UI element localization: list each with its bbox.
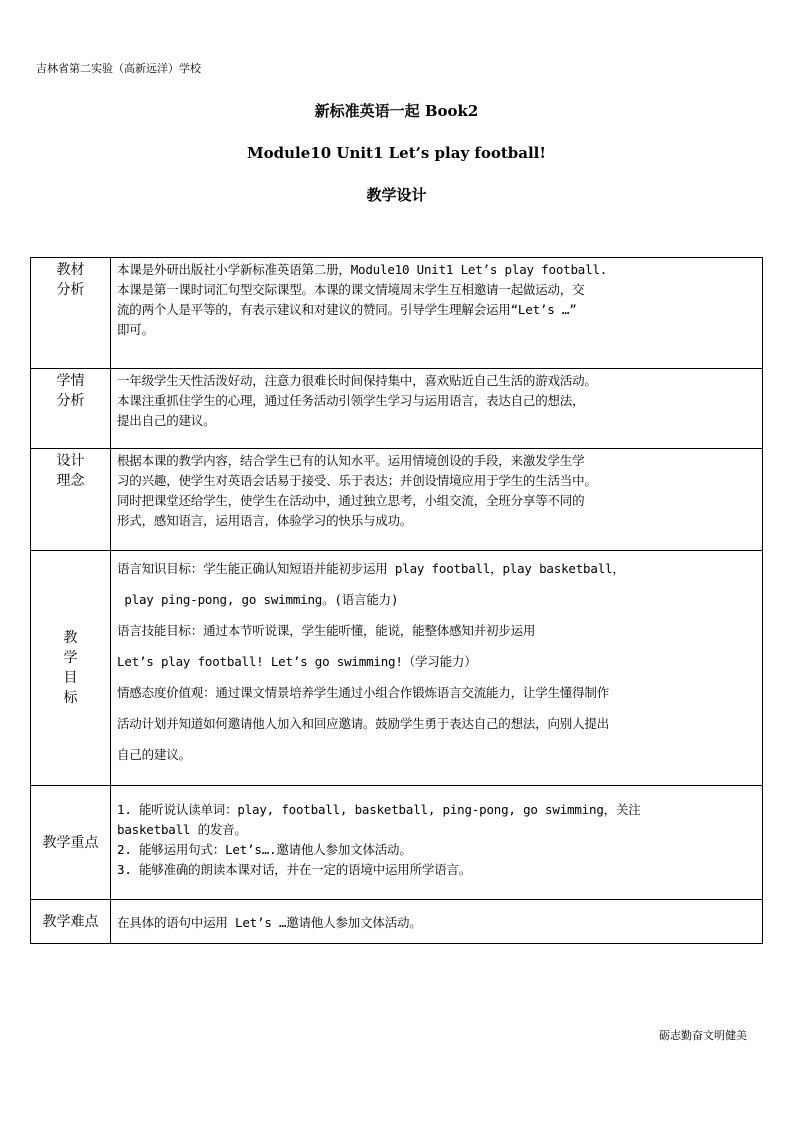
text-line: 活动计划并知道如何邀请他人加入和回应邀请。鼓励学生勇于表达自己的想法，向别人提出	[117, 716, 610, 731]
text-line: 1. 能听说认读单词：play, football, basketball, ping-pong, go swimming，关注	[117, 802, 641, 817]
row-label-difficult-points	[31, 900, 111, 944]
label-line: 分析	[56, 282, 85, 298]
text-line: 语言知识目标：学生能正确认知短语并能初步运用 play football，play basketball，	[117, 561, 625, 576]
material-analysis-content	[111, 258, 763, 369]
text-line: 在具体的语句中运用 Let’s …邀请他人参加文体活动。	[117, 914, 422, 930]
text-line: 提出自己的建议。	[117, 413, 216, 428]
label-line: 教材	[56, 262, 85, 278]
text-line: 本课是外研出版社小学新标准英语第二册，Module10 Unit1 Let’s play football.	[117, 262, 608, 277]
key-points-content	[111, 786, 763, 900]
text-line: 2. 能够运用句式：Let’s….邀请他人参加文体活动。	[117, 842, 412, 857]
table-row-key-points	[31, 786, 763, 900]
row-label-design-concept	[31, 449, 111, 551]
text-line: 语言技能目标：通过本节听说课，学生能听懂，能说，能整体感知并初步运用	[117, 623, 536, 638]
label-line: 设计	[56, 453, 85, 469]
table-row-design-concept	[31, 449, 763, 551]
text-line: 即可。	[117, 322, 154, 337]
student-analysis-content	[111, 369, 763, 449]
label-text: 教学难点	[42, 913, 99, 930]
table-row-student-analysis	[31, 369, 763, 449]
label-line: 分析	[56, 393, 85, 409]
text-line: 本课是第一课时词汇句型交际课型。本课的课文情境周末学生互相邀请一起做运动，交	[117, 282, 585, 297]
row-label-student-analysis	[31, 369, 111, 449]
label-line: 学情	[56, 373, 85, 389]
module-title: Module10 Unit1 Let’s play football!	[247, 144, 546, 162]
text-line: 根据本课的教学内容，结合学生已有的认知水平。运用情境创设的手段，来激发学生学	[117, 453, 585, 468]
text-line: play ping-pong, go swimming。(语言能力)	[117, 592, 399, 607]
label-text: 教学重点	[42, 834, 99, 851]
label-line: 学	[63, 650, 78, 666]
text-line: 一年级学生天性活泼好动，注意力很难长时间保持集中，喜欢贴近自己生活的游戏活动。	[117, 373, 597, 388]
document-title: 新标准英语一起 Book2	[314, 102, 479, 120]
table-row-teaching-goals	[31, 551, 763, 786]
label-line: 教	[63, 630, 78, 646]
text-line: 情感态度价值观：通过课文情景培养学生通过小组合作锻炼语言交流能力，让学生懂得制作	[117, 685, 610, 700]
text-line: 习的兴趣，使学生对英语会话易于接受、乐于表达；并创设情境应用于学生的生活当中。	[117, 473, 597, 488]
teaching-goals-content	[111, 551, 763, 786]
row-label-key-points	[31, 786, 111, 900]
school-motto: 砺志勤奋文明健美	[659, 1029, 747, 1042]
label-line: 标	[63, 690, 78, 706]
design-concept-content	[111, 449, 763, 551]
section-title: 教学设计	[366, 186, 427, 204]
school-name: 吉林省第二实验（高新远洋）学校	[36, 62, 201, 75]
text-line: Let’s play football! Let’s go swimming!（学习能力）	[117, 654, 477, 669]
text-line: 自己的建议。	[117, 747, 191, 762]
text-line: 形式，感知语言，运用语言，体验学习的快乐与成功。	[117, 513, 413, 528]
lesson-plan-table	[30, 257, 763, 944]
text-line: 3. 能够准确的朗读本课对话，并在一定的语境中运用所学语言。	[117, 862, 472, 877]
row-label-teaching-goals	[31, 551, 111, 786]
text-line: 流的两个人是平等的，有表示建议和对建议的赞同。引导学生理解会运用“Let’s …”	[117, 302, 577, 317]
text-line: basketball 的发音。	[117, 822, 247, 837]
table-row-material-analysis	[31, 258, 763, 369]
label-line: 目	[63, 670, 78, 686]
text-line: 同时把课堂还给学生，使学生在活动中，通过独立思考，小组交流，全班分享等不同的	[117, 493, 585, 508]
text-line: 本课注重抓住学生的心理，通过任务活动引领学生学习与运用语言，表达自己的想法，	[117, 393, 585, 408]
table-row-difficult-points	[31, 900, 763, 944]
row-label-material-analysis	[31, 258, 111, 369]
label-line: 理念	[56, 473, 85, 489]
difficult-points-content	[111, 900, 763, 944]
